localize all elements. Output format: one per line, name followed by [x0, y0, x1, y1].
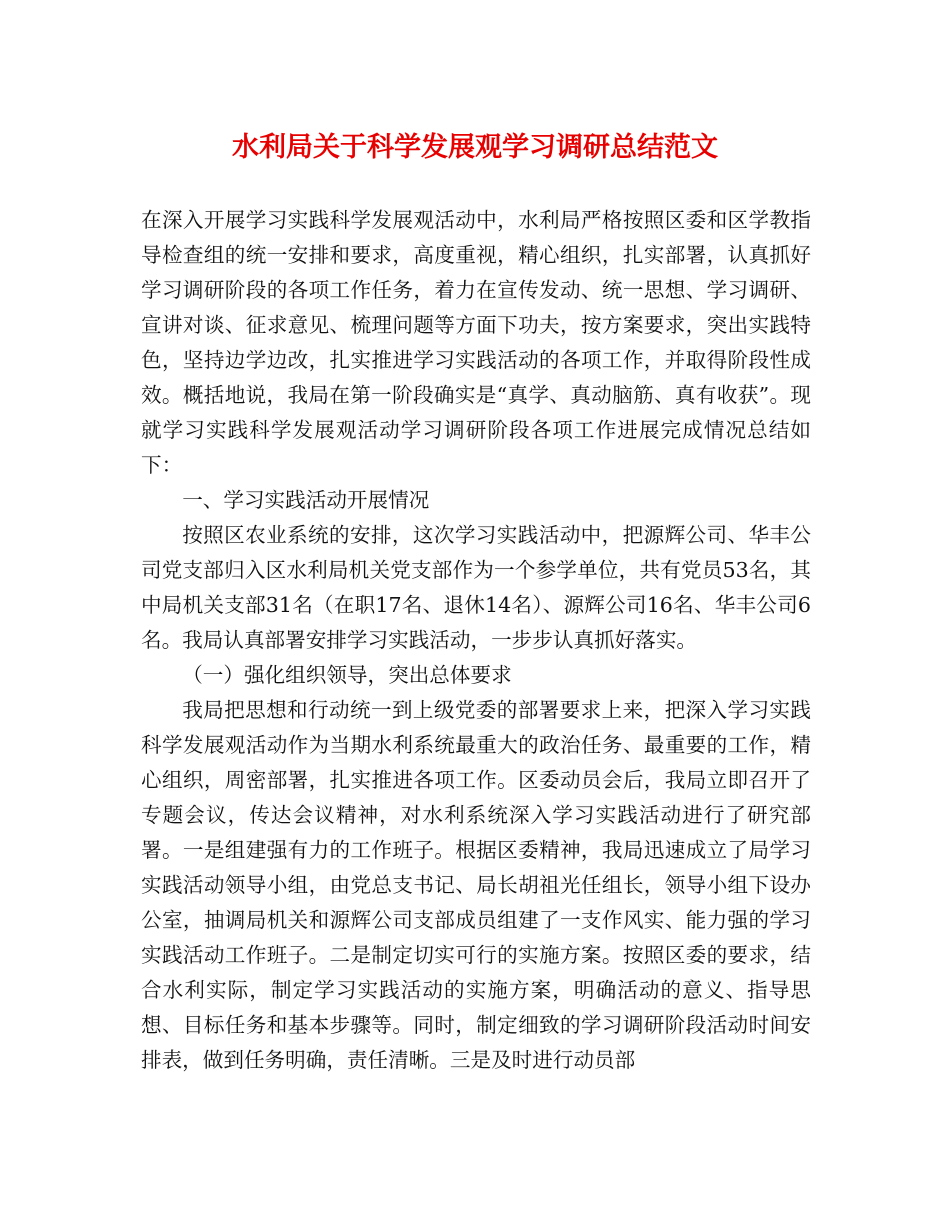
document-title: 水利局关于科学发展观学习调研总结范文 — [232, 132, 718, 163]
section-heading-1: 一、学习实践活动开展情况 — [182, 488, 430, 512]
document-body — [141, 203, 811, 1078]
paragraph-participants: 按照区农业系统的安排，这次学习实践活动中，把源辉公司、华丰公司党支部归入区水利局机关党支部作为一个参学单位，共有党员53名，其中局机关支部31名（在职17名、退休14名）、源辉公司16名、华丰公司6名。我局认真部署安排学习实践活动，一步步认真抓好落实。 — [141, 523, 811, 652]
paragraph-organization: 我局把思想和行动统一到上级党委的部署要求上来，把深入学习实践科学发展观活动作为当期水利系统最重大的政治任务、最重要的工作，精心组织，周密部署，扎实推进各项工作。区委动员会后，我局立即召开了专题会议，传达会议精神，对水利系统深入学习实践活动进行了研究部署。一是组建强有力的工作班子。根据区委精神，我局迅速成立了局学习实践活动领导小组，由党总支书记、局长胡祖光任组长，领导小组下设办公室，抽调局机关和源辉公司支部成员组建了一支作风实、能力强的学习实践活动工作班子。二是制定切实可行的实施方案。按照区委的要求，结合水利实际，制定学习实践活动的实施方案，明确活动的意义、指导思想、目标任务和基本步骤等。同时，制定细致的学习调研阶段活动时间安排表，做到任务明确，责任清晰。三是及时进行动员部 — [141, 698, 811, 1072]
subsection-heading-1: （一）强化组织领导，突出总体要求 — [182, 663, 512, 687]
paragraph-intro: 在深入开展学习实践科学发展观活动中，水利局严格按照区委和区学教指导检查组的统一安排和要求，高度重视，精心组织，扎实部署，认真抓好学习调研阶段的各项工作任务，着力在宣传发动、统一思想、学习调研、宣讲对谈、征求意见、梳理问题等方面下功夫，按方案要求，突出实践特色，坚持边学边改，扎实推进学习实践活动的各项工作，并取得阶段性成效。概括地说，我局在第一阶段确实是“真学、真动脑筋、真有收获”。现就学习实践科学发展观活动学习调研阶段各项工作进展完成情况总结如下： — [141, 208, 811, 477]
